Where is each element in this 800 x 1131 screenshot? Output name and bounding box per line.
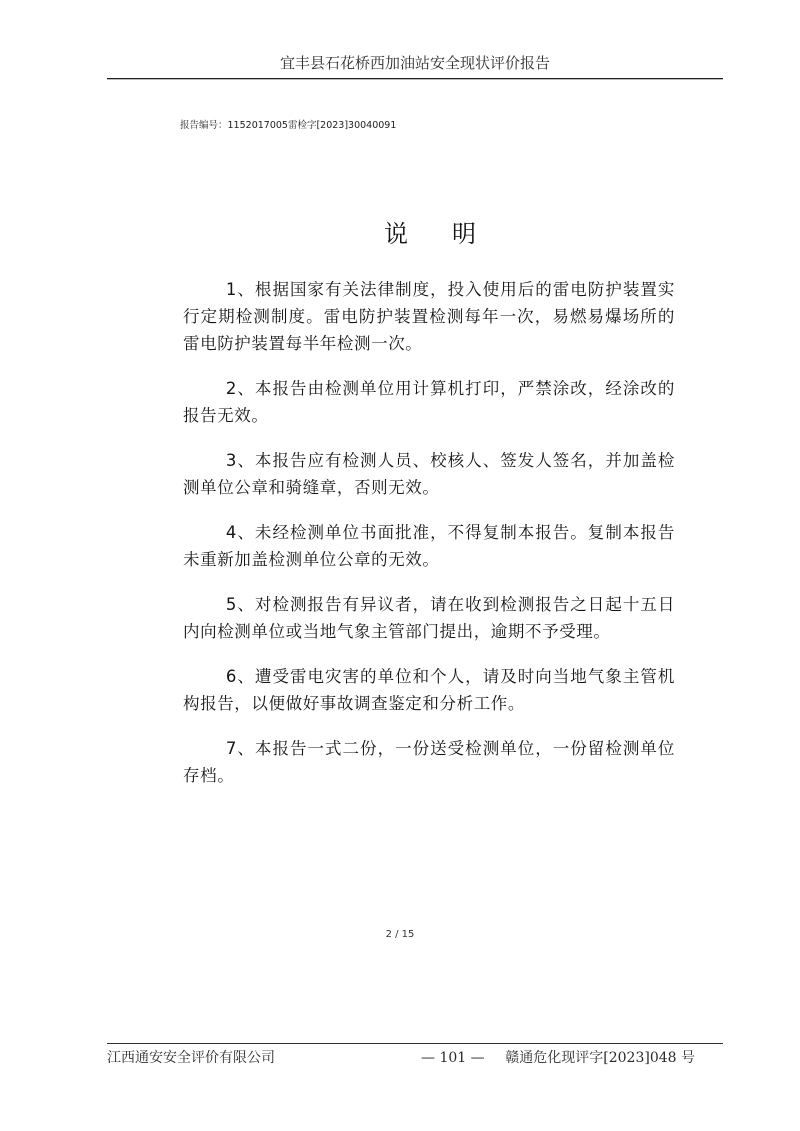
footer-document-code: 赣通危化现评字[2023]048 号: [505, 1050, 695, 1066]
note-item-4: 4、未经检测单位书面批准，不得复制本报告。复制本报告未重新加盖检测单位公章的无效。: [183, 523, 675, 569]
inner-page-indicator: 2 / 15: [385, 929, 415, 940]
note-item-1: 1、根据国家有关法律制度，投入使用后的雷电防护装置实行定期检测制度。雷电防护装置检测每年一次，易燃易爆场所的雷电防护装置每半年检测一次。: [183, 280, 675, 353]
page-header: [107, 52, 723, 79]
page-footer: [107, 1043, 723, 1068]
footer-page-number: — 101 —: [421, 1050, 485, 1066]
footer-company: 江西通安安全评价有限公司: [107, 1050, 275, 1066]
note-item-3: 3、本报告应有检测人员、校核人、签发人签名，并加盖检测单位公章和骑缝章，否则无效。: [183, 451, 675, 497]
report-number: [180, 119, 396, 133]
note-item-7: 7、本报告一式二份，一份送受检测单位，一份留检测单位存档。: [183, 739, 675, 785]
report-number-label: 报告编号：: [180, 120, 228, 131]
note-item-6: 6、遭受雷电灾害的单位和个人，请及时向当地气象主管机构报告，以便做好事故调查鉴定和分析工作。: [183, 667, 675, 713]
document-title: 宜丰县石花桥西加油站安全现状评价报告: [279, 54, 550, 72]
section-title-char-1: 说: [384, 220, 408, 248]
note-item-2: 2、本报告由检测单位用计算机打印，严禁涂改，经涂改的报告无效。: [183, 379, 675, 425]
report-number-value: 1152017005雷检字[2023]30040091: [227, 120, 397, 131]
section-title-char-2: 明: [452, 220, 476, 248]
section-title: [0, 218, 800, 250]
note-item-5: 5、对检测报告有异议者，请在收到检测报告之日起十五日内向检测单位或当地气象主管部门提出，逾期不予受理。: [183, 595, 675, 641]
notes-list: [183, 276, 675, 807]
